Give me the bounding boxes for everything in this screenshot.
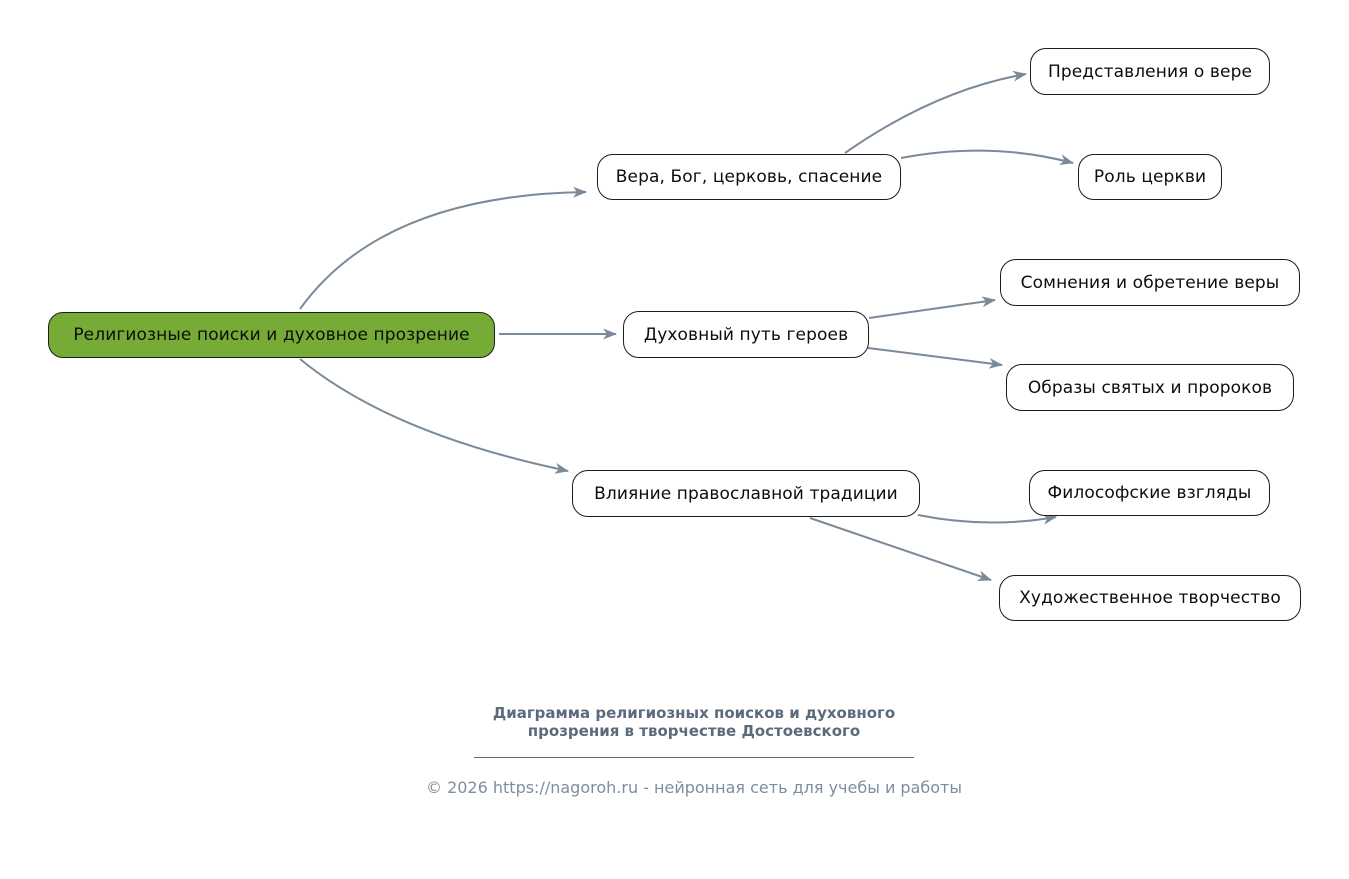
- node-orthodox-tradition-influence: Влияние православной традиции: [572, 470, 920, 517]
- footer: [374, 704, 1014, 797]
- node-artistic-work: Художественное творчество: [999, 575, 1301, 621]
- node-philosophical-views: Философские взгляды: [1029, 470, 1270, 516]
- footer-title-line-2: прозрения в творчестве Достоевского: [527, 722, 861, 740]
- edge-tradition-to-philosophy: [918, 515, 1056, 523]
- edge-faith-to-church-role: [901, 151, 1073, 163]
- node-images-of-saints-and-prophets: Образы святых и пророков: [1006, 364, 1294, 411]
- edge-tradition-to-art: [810, 518, 991, 580]
- node-role-of-church: Роль церкви: [1078, 154, 1222, 200]
- footer-title-line-1: Диаграмма религиозных поисков и духовного: [492, 704, 896, 722]
- node-spiritual-path-of-heroes: Духовный путь героев: [623, 311, 869, 358]
- edge-root-to-faith: [300, 192, 586, 309]
- footer-title: [374, 704, 1014, 740]
- node-root: Религиозные поиски и духовное прозрение: [48, 312, 495, 358]
- footer-copyright: © 2026 https://nagoroh.ru - нейронная сеть для учебы и работы: [425, 778, 962, 797]
- node-ideas-about-faith: Представления о вере: [1030, 48, 1270, 95]
- edge-path-to-images: [868, 348, 1002, 365]
- node-doubts-and-finding-faith: Сомнения и обретение веры: [1000, 259, 1300, 306]
- edge-root-to-tradition: [300, 359, 568, 471]
- edge-faith-to-ideas: [845, 74, 1026, 153]
- node-faith-god-church-salvation: Вера, Бог, церковь, спасение: [597, 154, 901, 200]
- footer-separator: [474, 757, 914, 758]
- edge-path-to-doubts: [869, 300, 995, 318]
